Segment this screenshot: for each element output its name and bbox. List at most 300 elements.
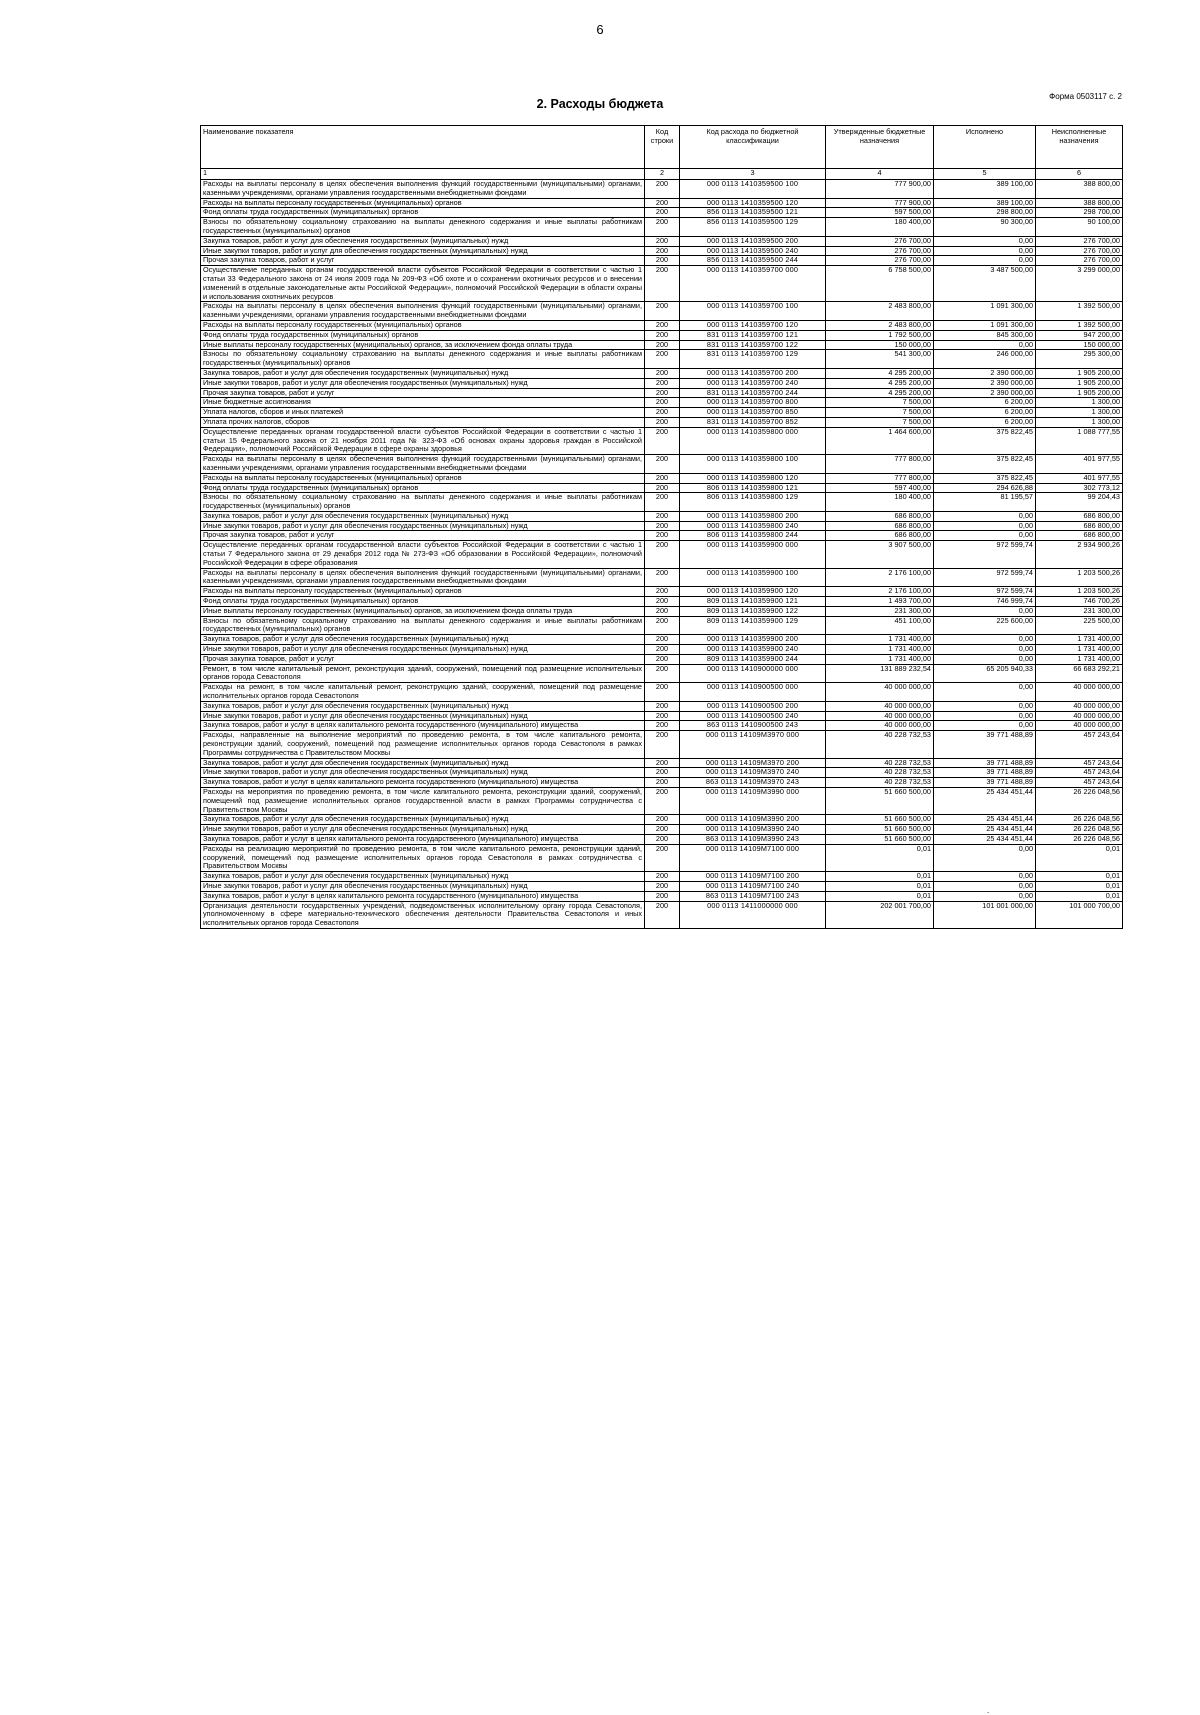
row-approved: 3 907 500,00	[826, 541, 934, 568]
row-line-code: 200	[645, 597, 680, 607]
column-number: 5	[934, 169, 1036, 180]
row-name: Уплата прочих налогов, сборов	[201, 417, 645, 427]
column-number-row	[201, 169, 1123, 180]
row-name: Иные закупки товаров, работ и услуг для обеспечения государственных (муниципальных) нужд	[201, 768, 645, 778]
row-approved: 0,01	[826, 844, 934, 871]
table-row	[201, 825, 1123, 835]
row-executed: 65 205 940,33	[934, 664, 1036, 683]
table-row	[201, 587, 1123, 597]
row-classification-code: 000 0113 14109М7100 200	[680, 872, 826, 882]
row-line-code: 200	[645, 664, 680, 683]
row-executed: 1 091 300,00	[934, 320, 1036, 330]
row-approved: 40 000 000,00	[826, 701, 934, 711]
row-approved: 4 295 200,00	[826, 378, 934, 388]
row-executed: 389 100,00	[934, 198, 1036, 208]
row-executed: 0,00	[934, 256, 1036, 266]
row-name: Иные закупки товаров, работ и услуг для обеспечения государственных (муниципальных) нужд	[201, 645, 645, 655]
row-classification-code: 863 0113 14109М7100 243	[680, 891, 826, 901]
row-line-code: 200	[645, 256, 680, 266]
row-line-code: 200	[645, 455, 680, 474]
row-classification-code: 000 0113 1410359700 100	[680, 302, 826, 321]
table-row	[201, 246, 1123, 256]
table-row	[201, 731, 1123, 758]
row-line-code: 200	[645, 180, 680, 199]
row-classification-code: 806 0113 1410359800 121	[680, 483, 826, 493]
row-classification-code: 000 0113 1410359900 120	[680, 587, 826, 597]
row-line-code: 200	[645, 654, 680, 664]
table-row	[201, 511, 1123, 521]
row-classification-code: 000 0113 1410359500 120	[680, 198, 826, 208]
column-header-classification-code: Код расхода по бюджетной классификации	[680, 126, 826, 169]
row-executed: 298 800,00	[934, 208, 1036, 218]
row-classification-code: 000 0113 1410359800 240	[680, 521, 826, 531]
table-row	[201, 683, 1123, 702]
row-executed: 0,00	[934, 645, 1036, 655]
row-approved: 7 500,00	[826, 408, 934, 418]
row-approved: 2 176 100,00	[826, 568, 934, 587]
row-executed: 0,00	[934, 711, 1036, 721]
row-classification-code: 856 0113 1410359500 244	[680, 256, 826, 266]
row-approved: 131 889 232,54	[826, 664, 934, 683]
row-classification-code: 000 0113 14109М7100 240	[680, 881, 826, 891]
row-name: Иные выплаты персоналу государственных (муниципальных) органов, за исключением фонда оплаты труда	[201, 606, 645, 616]
row-line-code: 200	[645, 587, 680, 597]
row-line-code: 200	[645, 891, 680, 901]
row-approved: 40 228 732,53	[826, 758, 934, 768]
row-approved: 51 660 500,00	[826, 825, 934, 835]
row-classification-code: 000 0113 1410359900 100	[680, 568, 826, 587]
row-executed: 375 822,45	[934, 455, 1036, 474]
row-executed: 972 599,74	[934, 568, 1036, 587]
row-unexecuted: 225 500,00	[1036, 616, 1123, 635]
row-name: Фонд оплаты труда государственных (муниципальных) органов	[201, 597, 645, 607]
row-name: Закупка товаров, работ и услуг для обеспечения государственных (муниципальных) нужд	[201, 701, 645, 711]
row-name: Фонд оплаты труда государственных (муниципальных) органов	[201, 330, 645, 340]
row-line-code: 200	[645, 246, 680, 256]
row-name: Расходы на реализацию мероприятий по проведению ремонта, в том числе капитального ремонта, реконструкции зданий, сооружений, помещений под размещение исполнительных органов города Севастополя в рамках сотрудничества с Правительством Москвы	[201, 844, 645, 871]
row-line-code: 200	[645, 731, 680, 758]
row-classification-code: 000 0113 1410359800 120	[680, 473, 826, 483]
row-line-code: 200	[645, 645, 680, 655]
row-name: Прочая закупка товаров, работ и услуг	[201, 654, 645, 664]
row-approved: 40 228 732,53	[826, 731, 934, 758]
row-executed: 81 195,57	[934, 493, 1036, 512]
row-unexecuted: 1 731 400,00	[1036, 654, 1123, 664]
row-classification-code: 000 0113 1410359900 200	[680, 635, 826, 645]
table-row	[201, 768, 1123, 778]
row-line-code: 200	[645, 198, 680, 208]
row-line-code: 200	[645, 493, 680, 512]
row-unexecuted: 0,01	[1036, 881, 1123, 891]
row-executed: 6 200,00	[934, 417, 1036, 427]
row-executed: 0,00	[934, 635, 1036, 645]
row-line-code: 200	[645, 788, 680, 815]
row-name: Иные закупки товаров, работ и услуг для обеспечения государственных (муниципальных) нужд	[201, 711, 645, 721]
table-row	[201, 427, 1123, 454]
row-name: Расходы на выплаты персоналу в целях обеспечения выполнения функций государственными (муниципальными) органами, казенными учреждениями, органами управления государственными внебюджетными фондами	[201, 180, 645, 199]
row-classification-code: 000 0113 1410359800 000	[680, 427, 826, 454]
table-row	[201, 568, 1123, 587]
row-executed: 6 200,00	[934, 408, 1036, 418]
row-line-code: 200	[645, 683, 680, 702]
row-executed: 6 200,00	[934, 398, 1036, 408]
row-unexecuted: 40 000 000,00	[1036, 711, 1123, 721]
row-classification-code: 806 0113 1410359800 129	[680, 493, 826, 512]
row-line-code: 200	[645, 473, 680, 483]
row-name: Расходы на ремонт, в том числе капитальный ремонт, реконструкцию зданий, сооружений, помещений под размещение исполнительных органов города Севастополя	[201, 683, 645, 702]
row-executed: 2 390 000,00	[934, 378, 1036, 388]
row-unexecuted: 231 300,00	[1036, 606, 1123, 616]
row-name: Закупка товаров, работ и услуг для обеспечения государственных (муниципальных) нужд	[201, 758, 645, 768]
row-line-code: 200	[645, 521, 680, 531]
row-name: Закупка товаров, работ и услуг для обеспечения государственных (муниципальных) нужд	[201, 635, 645, 645]
row-approved: 150 000,00	[826, 340, 934, 350]
row-approved: 4 295 200,00	[826, 368, 934, 378]
row-name: Ремонт, в том числе капитальный ремонт, реконструкция зданий, сооружений, помещений под размещение исполнительных органов города Севастополя	[201, 664, 645, 683]
row-approved: 231 300,00	[826, 606, 934, 616]
row-unexecuted: 1 905 200,00	[1036, 388, 1123, 398]
row-name: Расходы на выплаты персоналу государственных (муниципальных) органов	[201, 320, 645, 330]
row-line-code: 200	[645, 701, 680, 711]
row-approved: 686 800,00	[826, 521, 934, 531]
row-executed: 746 999,74	[934, 597, 1036, 607]
row-unexecuted: 298 700,00	[1036, 208, 1123, 218]
row-approved: 51 660 500,00	[826, 788, 934, 815]
row-name: Осуществление переданных органам государственной власти субъектов Российской Федерации в соответствии с частью 1 статьи 33 Федерального закона от 24 июля 2009 года № 209-ФЗ «Об охоте и о сохранении охотничьих ресурсов и о внесении изменений в отдельные законодательные акты Российской Федерации», полномочий Российской Федерации в области охраны и использования охотничьих ресурсов	[201, 266, 645, 302]
table-row	[201, 256, 1123, 266]
row-approved: 1 493 700,00	[826, 597, 934, 607]
row-name: Расходы, направленные на выполнение мероприятий по проведению ремонта, в том числе капитального ремонта, реконструкции зданий, сооружений, помещений под размещение исполнительных органов города Севастополя в рамках Программы сотрудничества с Правительством Москвы	[201, 731, 645, 758]
row-approved: 777 800,00	[826, 455, 934, 474]
row-name: Расходы на выплаты персоналу в целях обеспечения выполнения функций государственными (муниципальными) органами, казенными учреждениями, органами управления государственными внебюджетными фондами	[201, 302, 645, 321]
row-name: Взносы по обязательному социальному страхованию на выплаты денежного содержания и иные выплаты работникам государственных (муниципальных) органов	[201, 493, 645, 512]
row-approved: 6 758 500,00	[826, 266, 934, 302]
row-line-code: 200	[645, 844, 680, 871]
table-row	[201, 872, 1123, 882]
row-line-code: 200	[645, 340, 680, 350]
table-row	[201, 597, 1123, 607]
row-classification-code: 000 0113 14109М3970 000	[680, 731, 826, 758]
row-classification-code: 000 0113 1410900000 000	[680, 664, 826, 683]
table-row	[201, 368, 1123, 378]
row-name: Расходы на выплаты персоналу в целях обеспечения выполнения функций государственными (муниципальными) органами, казенными учреждениями, органами управления государственными внебюджетными фондами	[201, 568, 645, 587]
row-unexecuted: 1 731 400,00	[1036, 645, 1123, 655]
row-classification-code: 000 0113 1410359500 100	[680, 180, 826, 199]
table-row	[201, 521, 1123, 531]
row-name: Взносы по обязательному социальному страхованию на выплаты денежного содержания и иные выплаты работникам государственных (муниципальных) органов	[201, 218, 645, 237]
row-approved: 597 400,00	[826, 483, 934, 493]
row-classification-code: 000 0113 1411000000 000	[680, 901, 826, 928]
row-name: Осуществление переданных органам государственной власти субъектов Российской Федерации в соответствии с частью 1 статьи 7 Федерального закона от 29 декабря 2012 года № 273-ФЗ «Об образовании в Российской Федерации», полномочий Российской Федерации в сфере образования	[201, 541, 645, 568]
column-header-unexecuted: Неисполненные назначения	[1036, 126, 1123, 169]
row-classification-code: 000 0113 1410359500 240	[680, 246, 826, 256]
row-approved: 0,01	[826, 872, 934, 882]
row-unexecuted: 1 203 500,26	[1036, 587, 1123, 597]
row-classification-code: 809 0113 1410359900 244	[680, 654, 826, 664]
row-classification-code: 863 0113 1410900500 243	[680, 721, 826, 731]
row-approved: 40 228 732,53	[826, 768, 934, 778]
row-unexecuted: 40 000 000,00	[1036, 721, 1123, 731]
table-row	[201, 834, 1123, 844]
row-line-code: 200	[645, 350, 680, 369]
row-name: Организация деятельности государственных учреждений, подведомственных исполнительному органу города Севастополя, уполномоченному в сфере материально-технического обеспечения деятельности Правительства Севастополя и иных исполнительных органов города Севастополя	[201, 901, 645, 928]
table-row	[201, 616, 1123, 635]
row-line-code: 200	[645, 635, 680, 645]
column-number: 6	[1036, 169, 1123, 180]
row-classification-code: 000 0113 1410359500 200	[680, 236, 826, 246]
table-row	[201, 654, 1123, 664]
row-name: Закупка товаров, работ и услуг для обеспечения государственных (муниципальных) нужд	[201, 872, 645, 882]
row-executed: 246 000,00	[934, 350, 1036, 369]
row-approved: 276 700,00	[826, 246, 934, 256]
row-unexecuted: 66 683 292,21	[1036, 664, 1123, 683]
row-approved: 777 900,00	[826, 180, 934, 199]
row-classification-code: 000 0113 1410900500 000	[680, 683, 826, 702]
row-line-code: 200	[645, 266, 680, 302]
row-line-code: 200	[645, 531, 680, 541]
row-classification-code: 856 0113 1410359500 129	[680, 218, 826, 237]
row-executed: 972 599,74	[934, 541, 1036, 568]
row-name: Иные закупки товаров, работ и услуг для обеспечения государственных (муниципальных) нужд	[201, 378, 645, 388]
row-classification-code: 000 0113 1410359800 100	[680, 455, 826, 474]
row-unexecuted: 457 243,64	[1036, 778, 1123, 788]
row-classification-code: 809 0113 1410359900 122	[680, 606, 826, 616]
row-approved: 40 000 000,00	[826, 711, 934, 721]
column-header-line-code: Код строки	[645, 126, 680, 169]
row-executed: 0,00	[934, 721, 1036, 731]
row-executed: 0,00	[934, 701, 1036, 711]
table-row	[201, 350, 1123, 369]
table-row	[201, 473, 1123, 483]
row-name: Иные закупки товаров, работ и услуг для обеспечения государственных (муниципальных) нужд	[201, 521, 645, 531]
row-unexecuted: 1 300,00	[1036, 417, 1123, 427]
row-unexecuted: 401 977,55	[1036, 473, 1123, 483]
row-line-code: 200	[645, 872, 680, 882]
row-classification-code: 000 0113 1410900500 240	[680, 711, 826, 721]
row-approved: 541 300,00	[826, 350, 934, 369]
section-title: 2. Расходы бюджета	[536, 97, 664, 111]
row-unexecuted: 40 000 000,00	[1036, 701, 1123, 711]
row-classification-code: 856 0113 1410359500 121	[680, 208, 826, 218]
row-name: Расходы на выплаты персоналу государственных (муниципальных) органов	[201, 473, 645, 483]
row-name: Иные бюджетные ассигнования	[201, 398, 645, 408]
row-unexecuted: 295 300,00	[1036, 350, 1123, 369]
row-classification-code: 000 0113 1410359900 240	[680, 645, 826, 655]
row-executed: 0,00	[934, 236, 1036, 246]
row-line-code: 200	[645, 388, 680, 398]
row-line-code: 200	[645, 815, 680, 825]
column-number: 2	[645, 169, 680, 180]
row-executed: 0,00	[934, 844, 1036, 871]
row-executed: 845 300,00	[934, 330, 1036, 340]
row-classification-code: 806 0113 1410359800 244	[680, 531, 826, 541]
row-unexecuted: 1 300,00	[1036, 408, 1123, 418]
row-executed: 0,00	[934, 872, 1036, 882]
row-unexecuted: 457 243,64	[1036, 758, 1123, 768]
table-row	[201, 330, 1123, 340]
expenditures-table	[200, 125, 1123, 929]
row-unexecuted: 276 700,00	[1036, 256, 1123, 266]
row-line-code: 200	[645, 378, 680, 388]
column-number: 3	[680, 169, 826, 180]
row-executed: 0,00	[934, 881, 1036, 891]
row-executed: 389 100,00	[934, 180, 1036, 199]
row-executed: 25 434 451,44	[934, 788, 1036, 815]
row-unexecuted: 686 800,00	[1036, 521, 1123, 531]
row-classification-code: 809 0113 1410359900 121	[680, 597, 826, 607]
row-classification-code: 809 0113 1410359900 129	[680, 616, 826, 635]
table-row	[201, 664, 1123, 683]
row-unexecuted: 1 731 400,00	[1036, 635, 1123, 645]
table-row	[201, 408, 1123, 418]
row-line-code: 200	[645, 778, 680, 788]
row-executed: 2 390 000,00	[934, 388, 1036, 398]
row-unexecuted: 686 800,00	[1036, 531, 1123, 541]
row-approved: 1 731 400,00	[826, 654, 934, 664]
table-row	[201, 417, 1123, 427]
row-executed: 0,00	[934, 246, 1036, 256]
header-row	[201, 126, 1123, 169]
table-row	[201, 236, 1123, 246]
row-name: Фонд оплаты труда государственных (муниципальных) органов	[201, 208, 645, 218]
row-approved: 7 500,00	[826, 398, 934, 408]
row-approved: 7 500,00	[826, 417, 934, 427]
row-line-code: 200	[645, 721, 680, 731]
table-row	[201, 340, 1123, 350]
table-row	[201, 891, 1123, 901]
row-executed: 0,00	[934, 683, 1036, 702]
row-unexecuted: 0,01	[1036, 891, 1123, 901]
row-line-code: 200	[645, 541, 680, 568]
table-row	[201, 218, 1123, 237]
table-body	[201, 180, 1123, 929]
table-row	[201, 844, 1123, 871]
row-unexecuted: 1 392 500,00	[1036, 320, 1123, 330]
row-approved: 1 464 600,00	[826, 427, 934, 454]
column-header-name: Наименование показателя	[201, 126, 645, 169]
row-executed: 0,00	[934, 521, 1036, 531]
row-unexecuted: 2 934 900,26	[1036, 541, 1123, 568]
row-approved: 0,01	[826, 891, 934, 901]
row-executed: 0,00	[934, 654, 1036, 664]
row-name: Иные закупки товаров, работ и услуг для обеспечения государственных (муниципальных) нужд	[201, 825, 645, 835]
row-name: Расходы на выплаты персоналу государственных (муниципальных) органов	[201, 198, 645, 208]
row-classification-code: 000 0113 14109М3990 240	[680, 825, 826, 835]
row-line-code: 200	[645, 834, 680, 844]
row-name: Иные закупки товаров, работ и услуг для обеспечения государственных (муниципальных) нужд	[201, 881, 645, 891]
row-approved: 51 660 500,00	[826, 834, 934, 844]
row-approved: 1 731 400,00	[826, 645, 934, 655]
row-executed: 294 626,88	[934, 483, 1036, 493]
table-row	[201, 788, 1123, 815]
row-name: Закупка товаров, работ и услуг для обеспечения государственных (муниципальных) нужд	[201, 511, 645, 521]
row-classification-code: 000 0113 1410359700 120	[680, 320, 826, 330]
row-unexecuted: 26 226 048,56	[1036, 834, 1123, 844]
row-classification-code: 000 0113 14109М3970 240	[680, 768, 826, 778]
table-row	[201, 180, 1123, 199]
row-unexecuted: 457 243,64	[1036, 731, 1123, 758]
row-unexecuted: 746 700,26	[1036, 597, 1123, 607]
row-name: Прочая закупка товаров, работ и услуг	[201, 388, 645, 398]
row-unexecuted: 26 226 048,56	[1036, 788, 1123, 815]
row-line-code: 200	[645, 881, 680, 891]
row-classification-code: 000 0113 14109М3970 200	[680, 758, 826, 768]
row-name: Закупка товаров, работ и услуг в целях капитального ремонта государственного (муниципального) имущества	[201, 778, 645, 788]
row-unexecuted: 1 203 500,26	[1036, 568, 1123, 587]
row-executed: 2 390 000,00	[934, 368, 1036, 378]
row-unexecuted: 1 392 500,00	[1036, 302, 1123, 321]
row-classification-code: 000 0113 1410900500 200	[680, 701, 826, 711]
row-approved: 597 500,00	[826, 208, 934, 218]
table-row	[201, 881, 1123, 891]
row-unexecuted: 26 226 048,56	[1036, 825, 1123, 835]
table-row	[201, 483, 1123, 493]
row-unexecuted: 302 773,12	[1036, 483, 1123, 493]
row-classification-code: 831 0113 1410359700 129	[680, 350, 826, 369]
row-line-code: 200	[645, 825, 680, 835]
row-classification-code: 000 0113 14109М3990 000	[680, 788, 826, 815]
table-row	[201, 541, 1123, 568]
row-approved: 51 660 500,00	[826, 815, 934, 825]
row-executed: 0,00	[934, 606, 1036, 616]
row-classification-code: 000 0113 1410359700 850	[680, 408, 826, 418]
table-row	[201, 198, 1123, 208]
table-row	[201, 531, 1123, 541]
row-approved: 686 800,00	[826, 531, 934, 541]
row-executed: 3 487 500,00	[934, 266, 1036, 302]
table-row	[201, 815, 1123, 825]
row-executed: 0,00	[934, 340, 1036, 350]
row-executed: 375 822,45	[934, 473, 1036, 483]
table-row	[201, 398, 1123, 408]
row-approved: 2 176 100,00	[826, 587, 934, 597]
row-unexecuted: 1 905 200,00	[1036, 378, 1123, 388]
row-unexecuted: 101 000 700,00	[1036, 901, 1123, 928]
scan-mark: .	[987, 1706, 990, 1715]
row-executed: 375 822,45	[934, 427, 1036, 454]
row-executed: 101 001 000,00	[934, 901, 1036, 928]
row-line-code: 200	[645, 408, 680, 418]
row-approved: 451 100,00	[826, 616, 934, 635]
row-unexecuted: 947 200,00	[1036, 330, 1123, 340]
row-unexecuted: 1 905 200,00	[1036, 368, 1123, 378]
row-classification-code: 863 0113 14109М3990 243	[680, 834, 826, 844]
row-classification-code: 000 0113 14109М7100 000	[680, 844, 826, 871]
row-line-code: 200	[645, 417, 680, 427]
row-line-code: 200	[645, 758, 680, 768]
table-row	[201, 208, 1123, 218]
row-unexecuted: 457 243,64	[1036, 768, 1123, 778]
row-executed: 90 300,00	[934, 218, 1036, 237]
table-row	[201, 302, 1123, 321]
row-line-code: 200	[645, 511, 680, 521]
row-executed: 25 434 451,44	[934, 815, 1036, 825]
form-code: Форма 0503117 с. 2	[1049, 92, 1122, 101]
row-approved: 1 731 400,00	[826, 635, 934, 645]
row-line-code: 200	[645, 218, 680, 237]
row-unexecuted: 3 299 000,00	[1036, 266, 1123, 302]
row-line-code: 200	[645, 606, 680, 616]
row-executed: 0,00	[934, 891, 1036, 901]
row-unexecuted: 1 088 777,55	[1036, 427, 1123, 454]
table-row	[201, 778, 1123, 788]
row-approved: 40 228 732,53	[826, 778, 934, 788]
row-executed: 39 771 488,89	[934, 768, 1036, 778]
row-classification-code: 000 0113 1410359900 000	[680, 541, 826, 568]
row-name: Взносы по обязательному социальному страхованию на выплаты денежного содержания и иные выплаты работникам государственных (муниципальных) органов	[201, 616, 645, 635]
page-number: 6	[596, 22, 604, 37]
row-unexecuted: 388 800,00	[1036, 198, 1123, 208]
